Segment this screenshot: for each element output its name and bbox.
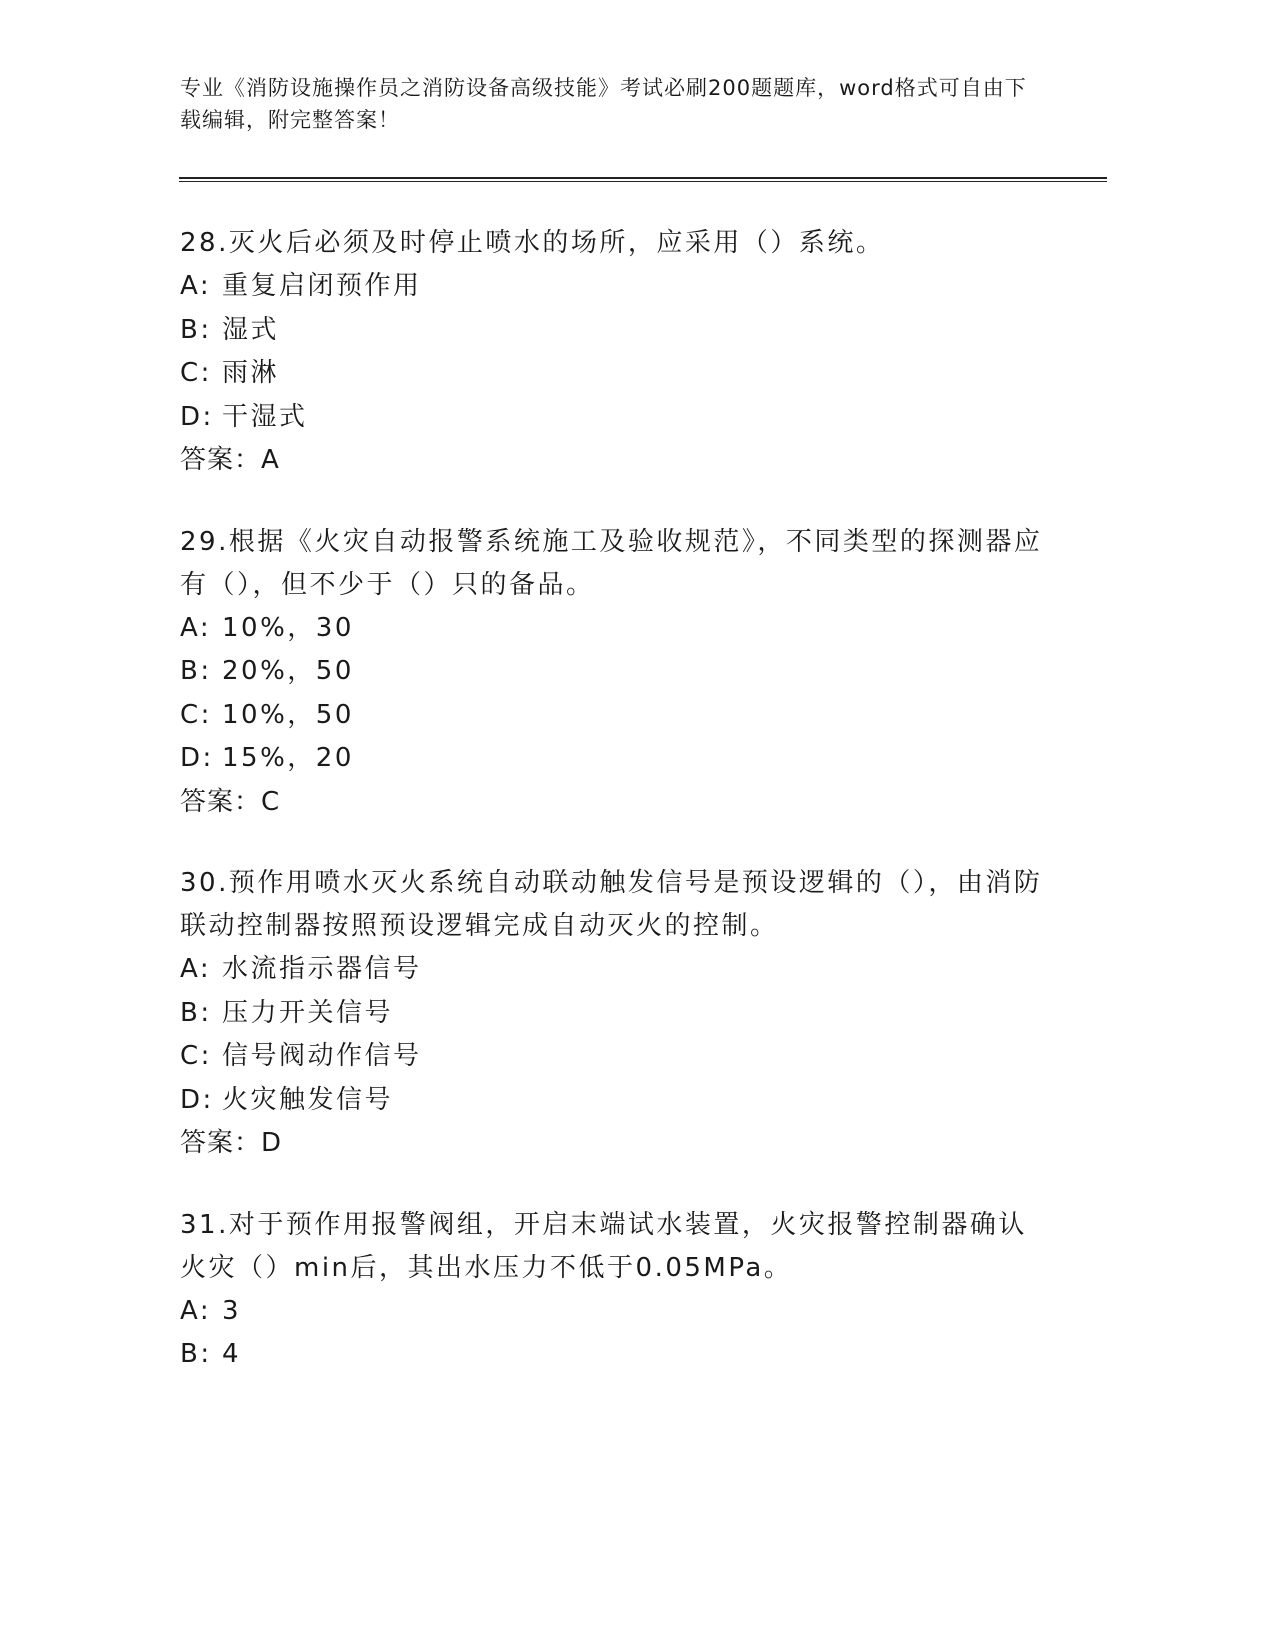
option-key: B:	[180, 997, 212, 1028]
question-list	[180, 222, 1050, 1415]
option-key: D:	[180, 1084, 214, 1115]
header-divider	[179, 177, 1107, 182]
option-key: C:	[180, 699, 212, 730]
option-b	[180, 1333, 1050, 1377]
option-text: 3	[222, 1295, 242, 1326]
question-text: 30.预作用喷水灭火系统自动联动触发信号是预设逻辑的（），由消防联动控制器按照预设逻辑完成自动灭火的控制。	[180, 868, 1043, 941]
option-key: A:	[180, 612, 212, 643]
option-key: C:	[180, 358, 212, 388]
option-a	[180, 607, 1050, 651]
option-c	[180, 694, 1050, 738]
document-header: 专业《消防设施操作员之消防设备高级技能》考试必刷200题题库，word格式可自由下载编辑，附完整答案！	[180, 76, 1027, 132]
option-key: B:	[180, 656, 212, 686]
option-text: 20%，50	[222, 656, 354, 686]
answer-line: 答案：A	[180, 445, 280, 475]
question-29	[180, 521, 1050, 825]
option-c	[180, 352, 1050, 396]
option-text: 压力开关信号	[222, 997, 394, 1028]
question-28	[180, 222, 1050, 483]
option-text: 10%，30	[222, 612, 354, 643]
question-text: 29.根据《火灾自动报警系统施工及验收规范》，不同类型的探测器应有（），但不少于（）只的备品。	[180, 526, 1043, 600]
option-text: 重复启闭预作用	[222, 271, 422, 301]
option-key: B:	[180, 314, 212, 345]
option-text: 4	[222, 1339, 242, 1369]
option-text: 干湿式	[222, 401, 308, 432]
option-d	[180, 396, 1050, 440]
option-text: 信号阀动作信号	[222, 1041, 422, 1071]
question-text: 28.灭火后必须及时停止喷水的场所，应采用（）系统。	[180, 228, 885, 258]
option-key: B:	[180, 1339, 212, 1369]
option-key: A:	[180, 271, 212, 301]
option-text: 雨淋	[222, 358, 280, 388]
option-text: 水流指示器信号	[222, 954, 422, 984]
option-d	[180, 737, 1050, 781]
option-text: 火灾触发信号	[222, 1084, 394, 1115]
option-key: A:	[180, 1295, 212, 1326]
option-key: A:	[180, 954, 212, 984]
answer-line: 答案：C	[180, 786, 281, 817]
option-key: D:	[180, 401, 214, 432]
option-a	[180, 1290, 1050, 1334]
question-30	[180, 862, 1050, 1166]
option-key: D:	[180, 743, 214, 773]
option-b	[180, 992, 1050, 1036]
option-a	[180, 948, 1050, 992]
option-text: 10%，50	[222, 699, 354, 730]
option-key: C:	[180, 1041, 212, 1071]
option-text: 湿式	[222, 314, 280, 345]
option-b	[180, 309, 1050, 353]
question-text: 31.对于预作用报警阀组，开启末端试水装置，火灾报警控制器确认火灾（）min后，其出水压力不低于0.05MPa。	[180, 1209, 1027, 1283]
option-d	[180, 1079, 1050, 1123]
question-31	[180, 1204, 1050, 1377]
option-a	[180, 265, 1050, 309]
option-c	[180, 1035, 1050, 1079]
option-text: 15%，20	[222, 743, 354, 773]
option-b	[180, 650, 1050, 694]
answer-line: 答案：D	[180, 1128, 283, 1158]
